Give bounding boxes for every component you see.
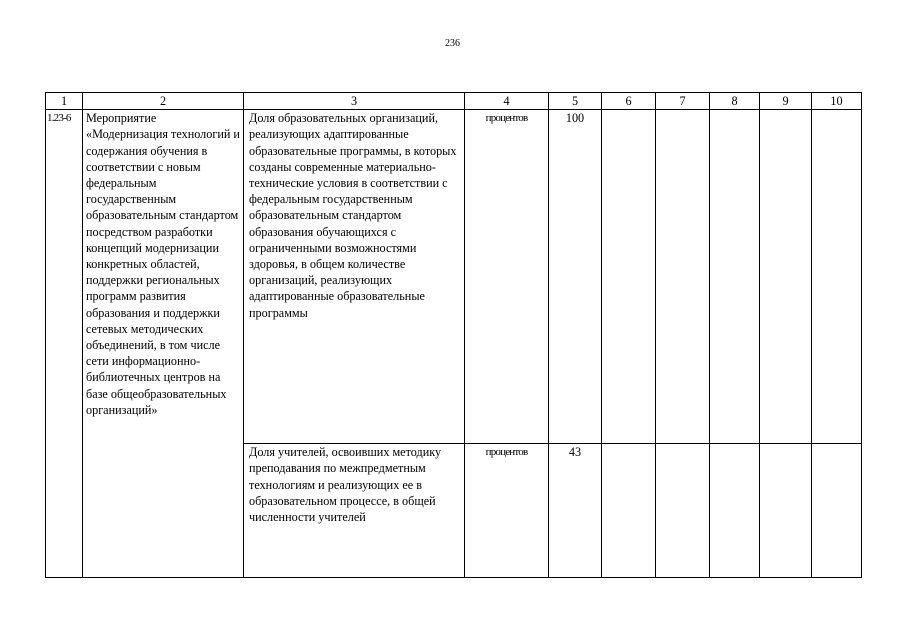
column-header: 6 — [602, 93, 656, 110]
indicator-value: 43 — [549, 444, 602, 578]
empty-cell — [812, 444, 862, 578]
indicator-unit: процентов — [465, 110, 549, 444]
column-header: 9 — [760, 93, 812, 110]
indicator-name: Доля образовательных организаций, реализующих адаптированные образовательные программы, в которых созданы современные материально-технические условия в соответствии с федеральным государственным образовательным стандартом образования обучающихся с ограниченными возможностями здоровья, в общем количестве организаций, реализующих адаптированные образовательные программы — [244, 110, 465, 444]
column-header: 5 — [549, 93, 602, 110]
empty-cell — [602, 110, 656, 444]
empty-cell — [602, 444, 656, 578]
event-description: Мероприятие «Модернизация технологий и содержания обучения в соответствии с новым федеральным государственным образовательным стандартом посредством разработки концепций модернизации конкретных областей, поддержки региональных программ развития образования и поддержки сетевых методических объединений, в том числе сети информационно-библиотечных центров на базе общеобразовательных организаций» — [83, 110, 244, 578]
empty-cell — [656, 444, 710, 578]
empty-cell — [656, 110, 710, 444]
empty-cell — [760, 444, 812, 578]
table-header-row — [46, 93, 862, 110]
column-header: 10 — [812, 93, 862, 110]
indicator-value: 100 — [549, 110, 602, 444]
indicators-table — [45, 92, 862, 578]
table-row — [46, 110, 862, 444]
empty-cell — [710, 110, 760, 444]
indicator-name: Доля учителей, освоивших методику преподавания по межпредметным технологиям и реализующих ее в образовательном процессе, в общей численности учителей — [244, 444, 465, 578]
empty-cell — [710, 444, 760, 578]
empty-cell — [812, 110, 862, 444]
column-header: 7 — [656, 93, 710, 110]
column-header: 3 — [244, 93, 465, 110]
indicator-unit: процентов — [465, 444, 549, 578]
column-header: 1 — [46, 93, 83, 110]
column-header: 4 — [465, 93, 549, 110]
row-code: 1.23-6 — [46, 110, 83, 578]
page-number: 236 — [445, 38, 460, 49]
column-header: 8 — [710, 93, 760, 110]
empty-cell — [760, 110, 812, 444]
column-header: 2 — [83, 93, 244, 110]
